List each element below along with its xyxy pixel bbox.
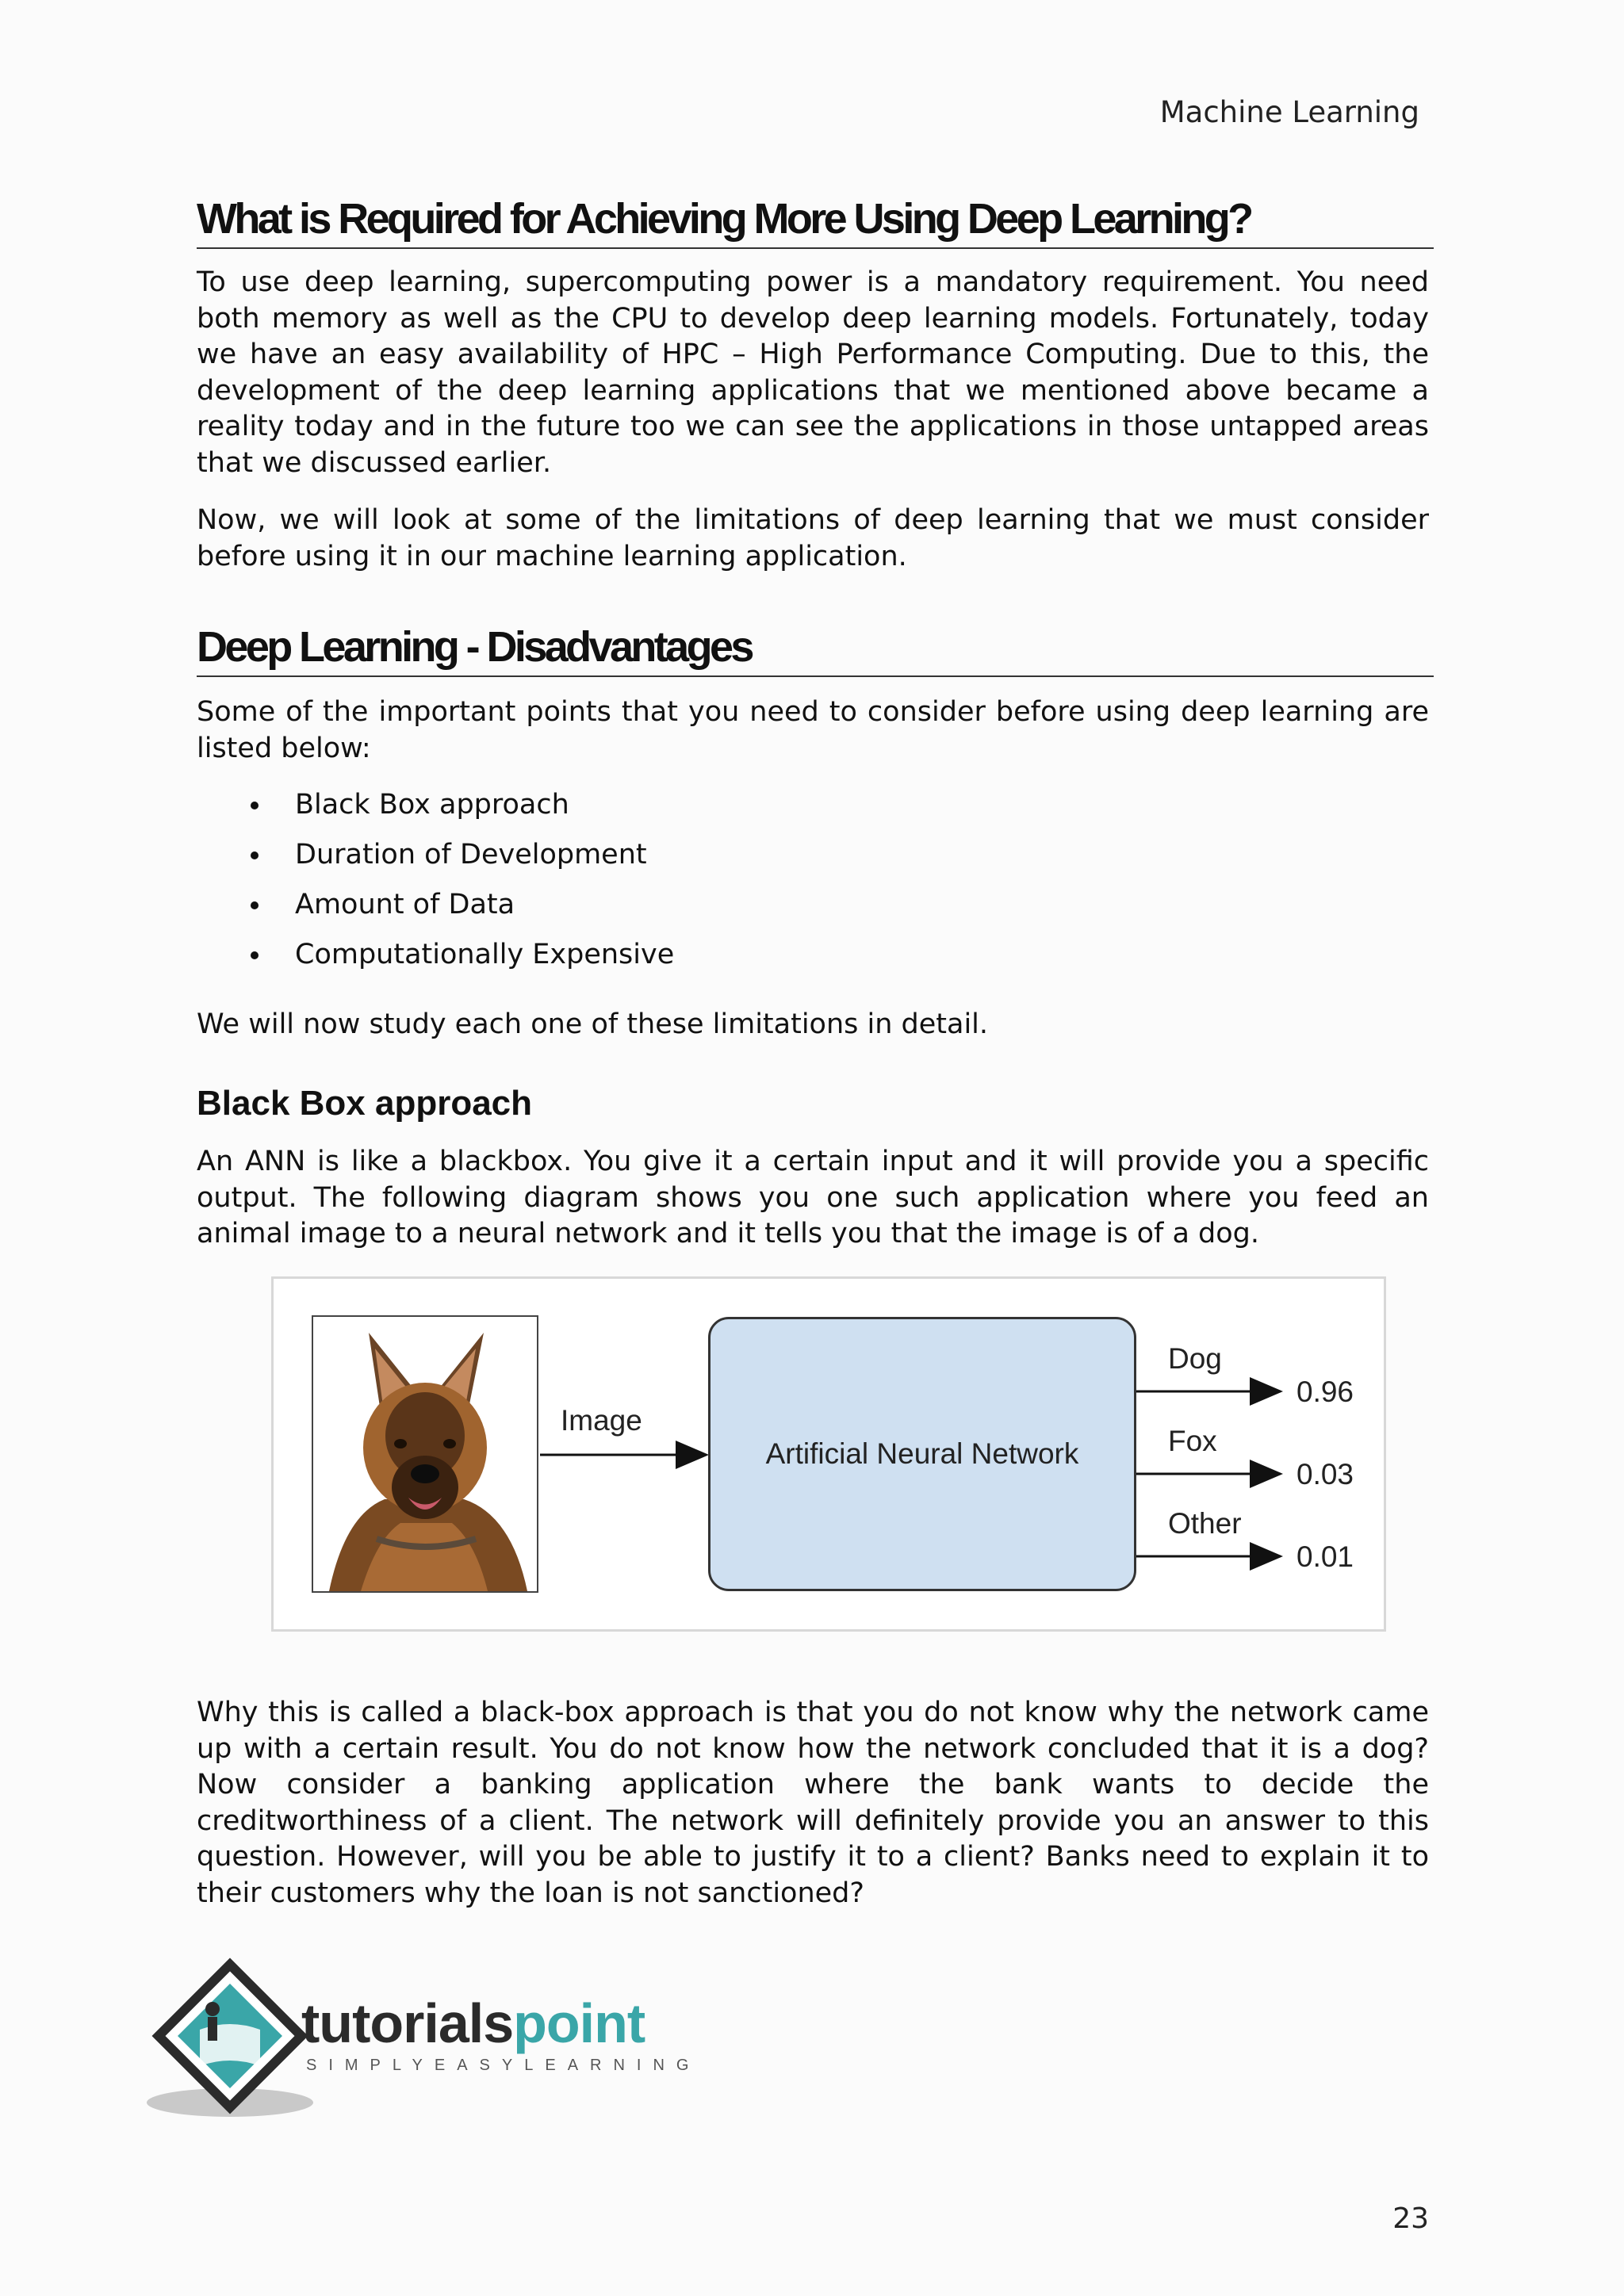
tutorialspoint-logo (143, 1957, 701, 2123)
neural-network-box (708, 1317, 1136, 1591)
list-item: Computationally Expensive (238, 937, 674, 987)
list-item: Black Box approach (238, 787, 674, 837)
bullet-icon (251, 901, 259, 909)
paragraph-requirements: To use deep learning, supercomputing power is a mandatory requirement. You need both memory as well as the CPU to develop deep learning models. Fortunately, today we have an easy availability of HPC – High Performance Computing. Due to this, the development of the deep learning applications that we mentioned above became a reality today and in the future too we can see the applications in those untapped areas that we discussed earlier. (197, 266, 1429, 479)
logo-wordmark: tutorialspoint (301, 1992, 645, 2054)
black-box-diagram (271, 1276, 1386, 1632)
output-value-fox: 0.03 (1297, 1458, 1354, 1490)
output-label-fox: Fox (1168, 1425, 1217, 1457)
paragraph-disadvantages-outro: We will now study each one of these limitations in detail. (197, 1008, 989, 1040)
paragraph-black-box: An ANN is like a blackbox. You give it a certain input and it will provide you a specific output. The following diagram shows you one such application where you feed an animal image to a neural network and it tells you that the image is of a dog. (197, 1146, 1429, 1249)
neural-network-label: Artificial Neural Network (765, 1437, 1079, 1470)
subheading-black-box: Black Box approach (197, 1084, 533, 1123)
logo-diamond-icon (143, 1957, 317, 2123)
output-label-other: Other (1168, 1507, 1242, 1540)
output-value-other: 0.01 (1297, 1540, 1354, 1573)
output-label-dog: Dog (1168, 1342, 1222, 1375)
logo-tagline: SIMPLYEASYLEARNING (306, 2057, 701, 2074)
bullet-icon (251, 951, 259, 959)
page-number: 23 (1392, 2202, 1429, 2235)
running-header: Machine Learning (1159, 95, 1419, 129)
paragraph-disadvantages-intro: Some of the important points that you need to consider before using deep learning are listed below: (197, 696, 1429, 764)
paragraph-limitations-intro: Now, we will look at some of the limitations of deep learning that we must consider before using it in our machine learning application. (197, 504, 1429, 572)
input-label: Image (561, 1404, 642, 1437)
list-item: Duration of Development (238, 837, 674, 887)
output-value-dog: 0.96 (1297, 1376, 1354, 1408)
bullet-icon (251, 851, 259, 859)
disadvantages-list (238, 787, 674, 987)
section-heading-requirements: What is Required for Achieving More Using Deep Learning? (197, 193, 1434, 249)
bullet-icon (251, 802, 259, 809)
section-heading-disadvantages: Deep Learning - Disadvantages (197, 622, 1434, 677)
paragraph-black-box-explanation: Why this is called a black-box approach is that you do not know why the network came up with a certain result. You do not know how the network concluded that it is a dog? Now consider a banking application where the bank wants to decide the creditworthiness of a client. The network will definitely provide you an answer to this question. However, will you be able to justify it to a client? Banks need to explain it to their customers why the loan is not sanctioned? (197, 1697, 1429, 1909)
list-item: Amount of Data (238, 887, 674, 937)
